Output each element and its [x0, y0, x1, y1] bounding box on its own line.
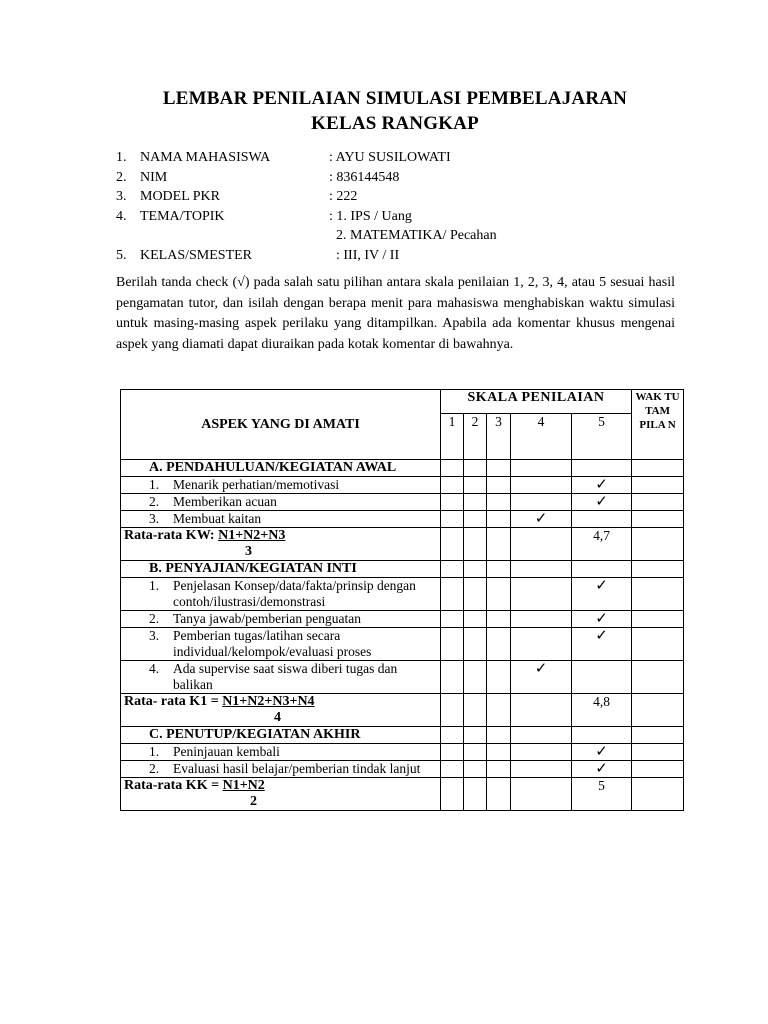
empty-cell [511, 561, 572, 578]
item-row [121, 578, 684, 611]
average-numerator: N1+N2 [222, 778, 265, 793]
scale-cell[interactable] [464, 761, 487, 778]
empty-cell [511, 694, 572, 727]
section-title: C. PENUTUP/KEGIATAN AKHIR [121, 727, 441, 744]
time-cell[interactable] [632, 528, 684, 561]
scale-cell[interactable] [441, 578, 464, 611]
item-cell [121, 578, 441, 611]
time-cell[interactable] [632, 578, 684, 611]
check-icon: ✓ [534, 511, 548, 527]
scale-cell[interactable] [511, 628, 572, 661]
average-formula [121, 694, 441, 727]
empty-cell [632, 460, 684, 477]
header-aspek: ASPEK YANG DI AMATI [121, 390, 441, 460]
item-number: 2. [149, 611, 160, 626]
scale-cell[interactable] [487, 611, 511, 628]
item-row [121, 744, 684, 761]
item-row [121, 494, 684, 511]
document-subtitle: KELAS RANGKAP [311, 113, 479, 134]
info-number: 5. [116, 247, 127, 263]
time-cell[interactable] [632, 628, 684, 661]
scale-cell[interactable] [572, 611, 632, 628]
item-row [121, 611, 684, 628]
empty-cell [441, 460, 464, 477]
item-number: 3. [149, 628, 160, 643]
scale-cell[interactable] [441, 661, 464, 694]
info-value: : III, IV / II [336, 247, 400, 263]
info-value: : 222 [329, 189, 358, 204]
average-formula [121, 778, 441, 811]
item-cell [121, 477, 441, 494]
empty-cell [487, 460, 511, 477]
scale-cell[interactable] [464, 511, 487, 528]
time-cell[interactable] [632, 694, 684, 727]
info-label: KELAS/SMESTER [140, 247, 253, 263]
empty-cell [464, 528, 487, 561]
empty-cell [511, 727, 572, 744]
item-row [121, 477, 684, 494]
empty-cell [572, 727, 632, 744]
average-denominator: 4 [274, 710, 281, 725]
item-text: Penjelasan Konsep/data/fakta/prinsip dengan contoh/ilustrasi/demonstrasi [173, 578, 416, 609]
item-cell [121, 744, 441, 761]
item-number: 1. [149, 578, 160, 593]
scale-cell[interactable] [464, 477, 487, 494]
time-cell[interactable] [632, 511, 684, 528]
check-icon: ✓ [595, 477, 608, 493]
average-label: Rata-rata KK = [124, 778, 223, 793]
info-number: 3. [116, 189, 127, 204]
empty-cell [441, 778, 464, 811]
item-text: Peninjauan kembali [173, 744, 280, 759]
time-cell[interactable] [632, 494, 684, 511]
info-value: : 836144548 [329, 169, 400, 185]
item-row [121, 511, 684, 528]
item-text: Evaluasi hasil belajar/pemberian tindak lanjut [173, 761, 421, 776]
time-cell[interactable] [632, 744, 684, 761]
scale-cell[interactable] [487, 578, 511, 611]
time-cell[interactable] [632, 477, 684, 494]
item-text: Ada supervise saat siswa diberi tugas dan balikan [173, 661, 398, 692]
item-text: Menarik perhatian/memotivasi [173, 477, 340, 492]
average-denominator: 3 [245, 544, 252, 559]
scale-cell[interactable] [464, 578, 487, 611]
empty-cell [511, 528, 572, 561]
item-number: 1. [149, 744, 160, 759]
scale-cell[interactable] [464, 661, 487, 694]
check-icon: ✓ [595, 628, 608, 644]
info-label: TEMA/TOPIK [140, 208, 225, 224]
average-value: 5 [572, 778, 632, 811]
section-title: A. PENDAHULUAN/KEGIATAN AWAL [121, 460, 441, 477]
item-text: Membuat kaitan [173, 511, 262, 526]
empty-cell [464, 694, 487, 727]
average-value: 4,7 [572, 528, 632, 561]
scale-cell[interactable] [511, 744, 572, 761]
scale-cell[interactable] [487, 661, 511, 694]
scale-cell[interactable] [464, 611, 487, 628]
time-cell[interactable] [632, 661, 684, 694]
item-cell [121, 511, 441, 528]
scale-cell[interactable] [511, 578, 572, 611]
instructions-paragraph: Berilah tanda check (√) pada salah satu pilihan antara skala penilaian 1, 2, 3, 4, atau 5 sesuai hasil pengamatan tutor, dan isilah dengan berapa menit para mahasiswa menghabiskan waktu simulasi untuk masing-masing aspek perilaku yang ditampilkan. Apabila ada komentar khusus mengenai aspek yang diamati dapat diuraikan pada kotak komentar di bawahnya. [116, 275, 675, 352]
empty-cell [487, 528, 511, 561]
scale-cell[interactable] [487, 511, 511, 528]
scale-cell[interactable] [572, 578, 632, 611]
item-cell [121, 628, 441, 661]
average-numerator: N1+N2+N3 [218, 528, 286, 543]
scale-cell[interactable] [441, 611, 464, 628]
info-number: 2. [116, 169, 127, 185]
check-icon: ✓ [595, 761, 608, 777]
scale-header: 4 [511, 414, 572, 460]
average-row [121, 528, 684, 561]
scale-cell[interactable] [487, 744, 511, 761]
section-row [121, 727, 684, 744]
empty-cell [632, 727, 684, 744]
check-icon: ✓ [534, 661, 548, 677]
document-title: LEMBAR PENILAIAN SIMULASI PEMBELAJARAN [162, 88, 628, 109]
item-cell [121, 494, 441, 511]
check-icon: ✓ [595, 578, 608, 594]
header-skala: SKALA PENILAIAN [441, 390, 632, 414]
info-label: NIM [140, 169, 168, 185]
scale-cell[interactable] [511, 494, 572, 511]
section-title: B. PENYAJIAN/KEGIATAN INTI [121, 561, 441, 578]
item-row [121, 761, 684, 778]
scale-cell[interactable] [511, 761, 572, 778]
empty-cell [464, 727, 487, 744]
scale-cell[interactable] [511, 477, 572, 494]
item-cell [121, 661, 441, 694]
time-cell[interactable] [632, 761, 684, 778]
item-row [121, 628, 684, 661]
scale-cell[interactable] [464, 494, 487, 511]
info-value: : AYU SUSILOWATI [329, 150, 451, 165]
empty-cell [511, 778, 572, 811]
scale-cell[interactable] [511, 661, 572, 694]
item-text: Memberikan acuan [173, 494, 277, 509]
scale-cell[interactable] [441, 511, 464, 528]
empty-cell [441, 727, 464, 744]
item-number: 4. [149, 661, 160, 676]
scale-cell[interactable] [441, 744, 464, 761]
time-cell[interactable] [632, 778, 684, 811]
scale-cell[interactable] [511, 611, 572, 628]
scale-cell[interactable] [572, 511, 632, 528]
info-label: NAMA MAHASISWA [140, 150, 271, 165]
scale-cell[interactable] [464, 744, 487, 761]
average-numerator: N1+N2+N3+N4 [222, 694, 315, 709]
empty-cell [487, 778, 511, 811]
empty-cell [572, 561, 632, 578]
header-waktu: WAK TU TAM PILA N [632, 390, 684, 460]
scale-cell[interactable] [464, 628, 487, 661]
scale-cell[interactable] [572, 744, 632, 761]
info-value: 2. MATEMATIKA/ Pecahan [336, 228, 497, 243]
empty-cell [464, 778, 487, 811]
info-value: : 1. IPS / Uang [329, 208, 412, 224]
scale-cell[interactable] [487, 628, 511, 661]
scale-cell[interactable] [572, 661, 632, 694]
empty-cell [441, 561, 464, 578]
item-cell [121, 611, 441, 628]
scale-cell[interactable] [572, 761, 632, 778]
average-formula [121, 528, 441, 561]
scale-cell[interactable] [441, 477, 464, 494]
scale-cell[interactable] [487, 477, 511, 494]
scale-cell[interactable] [572, 477, 632, 494]
scale-cell[interactable] [572, 628, 632, 661]
assessment-table [120, 389, 684, 811]
section-row [121, 460, 684, 477]
item-cell [121, 761, 441, 778]
info-number: 1. [116, 150, 127, 165]
item-number: 3. [149, 511, 160, 526]
scale-header: 5 [572, 414, 632, 460]
item-row [121, 661, 684, 694]
time-cell[interactable] [632, 611, 684, 628]
empty-cell [511, 460, 572, 477]
scale-cell[interactable] [487, 761, 511, 778]
empty-cell [487, 561, 511, 578]
table-header-row [121, 390, 684, 414]
info-number: 4. [116, 208, 127, 224]
item-number: 2. [149, 494, 160, 509]
scale-cell[interactable] [511, 511, 572, 528]
check-icon: ✓ [595, 611, 608, 627]
average-row [121, 694, 684, 727]
section-row [121, 561, 684, 578]
check-icon: ✓ [595, 744, 608, 760]
scale-header: 2 [464, 414, 487, 460]
empty-cell [441, 528, 464, 561]
empty-cell [441, 694, 464, 727]
empty-cell [632, 561, 684, 578]
empty-cell [487, 727, 511, 744]
check-icon: ✓ [595, 494, 608, 510]
scale-cell[interactable] [487, 494, 511, 511]
empty-cell [464, 561, 487, 578]
scale-header: 3 [487, 414, 511, 460]
item-text: Pemberian tugas/latihan secara individual/kelompok/evaluasi proses [173, 628, 372, 659]
scale-header: 1 [441, 414, 464, 460]
empty-cell [487, 694, 511, 727]
empty-cell [572, 460, 632, 477]
scale-cell[interactable] [441, 628, 464, 661]
scale-cell[interactable] [441, 761, 464, 778]
average-denominator: 2 [250, 794, 257, 809]
item-text: Tanya jawab/pemberian penguatan [173, 611, 361, 626]
average-label: Rata-rata KW: [124, 528, 219, 543]
scale-cell[interactable] [572, 494, 632, 511]
average-value: 4,8 [572, 694, 632, 727]
info-label: MODEL PKR [140, 189, 220, 204]
item-number: 1. [149, 477, 160, 492]
scale-cell[interactable] [441, 494, 464, 511]
average-row [121, 778, 684, 811]
empty-cell [464, 460, 487, 477]
item-number: 2. [149, 761, 160, 776]
average-label: Rata- rata K1 = [124, 694, 223, 709]
